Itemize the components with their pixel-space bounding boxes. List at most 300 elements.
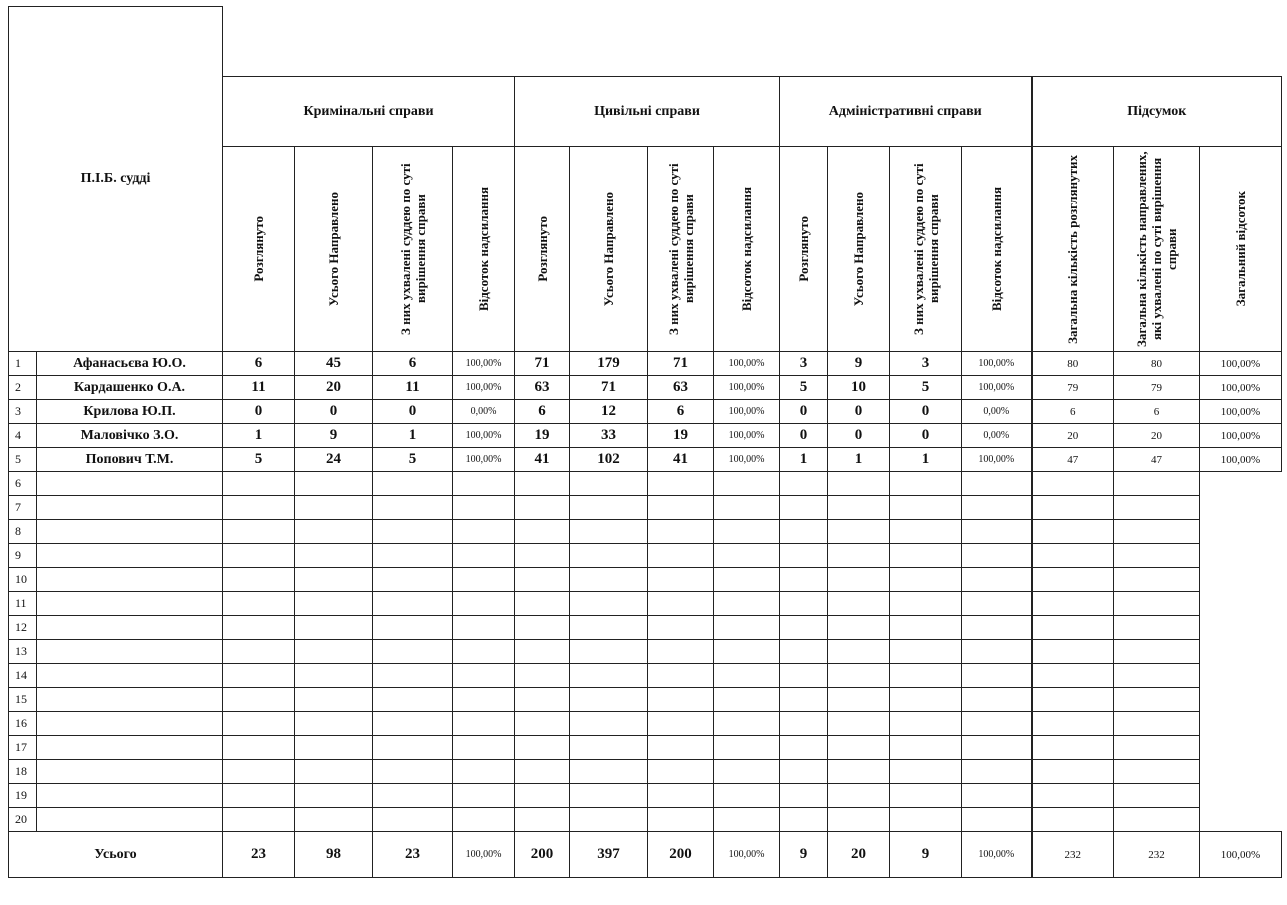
total-v-value: 397 xyxy=(570,832,648,878)
summary-value: 100,00% xyxy=(1200,352,1282,376)
a-value: 0,00% xyxy=(962,424,1032,448)
row-number: 2 xyxy=(9,376,37,400)
empty-cell xyxy=(1114,616,1200,640)
v-value: 100,00% xyxy=(714,376,780,400)
empty-cell xyxy=(962,808,1032,832)
summary-sub-header-1: Загальна кількість розглянутих xyxy=(1032,147,1114,352)
empty-cell xyxy=(37,784,223,808)
c-value: 0 xyxy=(295,400,373,424)
empty-cell xyxy=(295,784,373,808)
table-row xyxy=(9,376,1282,400)
empty-cell xyxy=(648,736,714,760)
empty-cell xyxy=(828,760,890,784)
empty-cell xyxy=(828,712,890,736)
empty-cell xyxy=(295,688,373,712)
row-number: 4 xyxy=(9,424,37,448)
table-row xyxy=(9,592,1282,616)
summary-value: 100,00% xyxy=(1200,400,1282,424)
empty-cell xyxy=(714,784,780,808)
empty-cell xyxy=(828,592,890,616)
empty-cell xyxy=(962,616,1032,640)
empty-cell xyxy=(1032,736,1114,760)
table-row xyxy=(9,520,1282,544)
empty-cell xyxy=(373,760,453,784)
a-value: 100,00% xyxy=(962,376,1032,400)
empty-cell xyxy=(515,736,570,760)
empty-cell xyxy=(223,496,295,520)
empty-cell xyxy=(570,472,648,496)
empty-cell xyxy=(1032,568,1114,592)
empty-cell xyxy=(515,616,570,640)
empty-cell xyxy=(570,712,648,736)
civil-sub-header-4: Відсоток надсилання xyxy=(714,147,780,352)
a-value: 1 xyxy=(780,448,828,472)
table-row xyxy=(9,640,1282,664)
judges-report-sheet xyxy=(8,6,1282,878)
empty-cell xyxy=(295,520,373,544)
row-number: 14 xyxy=(9,664,37,688)
a-value: 0 xyxy=(890,424,962,448)
empty-cell xyxy=(223,688,295,712)
empty-cell xyxy=(1114,664,1200,688)
v-value: 71 xyxy=(515,352,570,376)
empty-cell xyxy=(515,688,570,712)
group-civil: Цивільні справи xyxy=(515,77,780,147)
empty-cell xyxy=(890,616,962,640)
row-number: 20 xyxy=(9,808,37,832)
v-value: 19 xyxy=(515,424,570,448)
empty-cell xyxy=(962,688,1032,712)
empty-cell xyxy=(648,664,714,688)
empty-cell xyxy=(1114,784,1200,808)
empty-cell xyxy=(37,592,223,616)
empty-cell xyxy=(780,616,828,640)
empty-cell xyxy=(962,568,1032,592)
empty-cell xyxy=(1032,688,1114,712)
empty-cell xyxy=(962,664,1032,688)
empty-cell xyxy=(962,640,1032,664)
empty-cell xyxy=(890,472,962,496)
total-c-value: 23 xyxy=(373,832,453,878)
total-label: Усього xyxy=(9,832,223,878)
empty-cell xyxy=(828,688,890,712)
empty-cell xyxy=(890,640,962,664)
empty-cell xyxy=(780,568,828,592)
row-number: 13 xyxy=(9,640,37,664)
table-row xyxy=(9,568,1282,592)
empty-cell xyxy=(515,568,570,592)
empty-cell xyxy=(570,520,648,544)
empty-cell xyxy=(780,760,828,784)
empty-cell xyxy=(295,544,373,568)
empty-cell xyxy=(780,664,828,688)
empty-cell xyxy=(373,640,453,664)
empty-cell xyxy=(828,496,890,520)
v-value: 19 xyxy=(648,424,714,448)
empty-cell xyxy=(648,496,714,520)
empty-cell xyxy=(515,640,570,664)
total-summary-value: 232 xyxy=(1114,832,1200,878)
row-number: 16 xyxy=(9,712,37,736)
empty-cell xyxy=(1114,640,1200,664)
empty-cell xyxy=(714,688,780,712)
c-value: 45 xyxy=(295,352,373,376)
empty-cell xyxy=(828,784,890,808)
total-c-value: 98 xyxy=(295,832,373,878)
row-number: 3 xyxy=(9,400,37,424)
a-value: 0 xyxy=(828,400,890,424)
v-value: 33 xyxy=(570,424,648,448)
criminal-sub-header-3: З них ухвалені суддею по суті вирішення справи xyxy=(373,147,453,352)
empty-cell xyxy=(962,520,1032,544)
empty-cell xyxy=(714,616,780,640)
empty-cell xyxy=(714,592,780,616)
empty-cell xyxy=(828,568,890,592)
row-number: 7 xyxy=(9,496,37,520)
empty-cell xyxy=(780,520,828,544)
empty-cell xyxy=(780,472,828,496)
empty-cell xyxy=(828,664,890,688)
empty-cell xyxy=(890,712,962,736)
empty-cell xyxy=(37,664,223,688)
empty-cell xyxy=(890,808,962,832)
empty-cell xyxy=(780,496,828,520)
empty-cell xyxy=(962,472,1032,496)
empty-cell xyxy=(37,568,223,592)
empty-cell xyxy=(373,616,453,640)
empty-cell xyxy=(1032,664,1114,688)
empty-cell xyxy=(373,712,453,736)
empty-cell xyxy=(223,568,295,592)
summary-value: 20 xyxy=(1032,424,1114,448)
empty-cell xyxy=(1032,640,1114,664)
row-number: 5 xyxy=(9,448,37,472)
c-value: 24 xyxy=(295,448,373,472)
empty-cell xyxy=(1032,520,1114,544)
empty-cell xyxy=(648,712,714,736)
summary-value: 100,00% xyxy=(1200,448,1282,472)
empty-cell xyxy=(295,568,373,592)
empty-cell xyxy=(780,544,828,568)
total-summary-value: 100,00% xyxy=(1200,832,1282,878)
table-row xyxy=(9,616,1282,640)
summary-value: 79 xyxy=(1032,376,1114,400)
empty-cell xyxy=(223,640,295,664)
empty-cell xyxy=(223,808,295,832)
summary-value: 100,00% xyxy=(1200,424,1282,448)
table-row xyxy=(9,736,1282,760)
a-value: 1 xyxy=(890,448,962,472)
row-number: 18 xyxy=(9,760,37,784)
empty-cell xyxy=(1114,688,1200,712)
empty-cell xyxy=(223,712,295,736)
empty-cell xyxy=(453,712,515,736)
empty-cell xyxy=(37,760,223,784)
c-value: 9 xyxy=(295,424,373,448)
empty-cell xyxy=(37,496,223,520)
c-value: 6 xyxy=(373,352,453,376)
row-number: 19 xyxy=(9,784,37,808)
summary-sub-header-3: Загальний відсоток xyxy=(1200,147,1282,352)
empty-cell xyxy=(828,616,890,640)
empty-cell xyxy=(780,592,828,616)
empty-cell xyxy=(37,640,223,664)
empty-cell xyxy=(714,664,780,688)
empty-cell xyxy=(890,736,962,760)
criminal-sub-header-4: Відсоток надсилання xyxy=(453,147,515,352)
a-value: 1 xyxy=(828,448,890,472)
name-header-cell xyxy=(9,7,223,352)
row-number: 9 xyxy=(9,544,37,568)
table-row xyxy=(9,688,1282,712)
c-value: 0 xyxy=(223,400,295,424)
empty-cell xyxy=(515,592,570,616)
empty-cell xyxy=(828,640,890,664)
empty-cell xyxy=(37,544,223,568)
judge-name: Попович Т.М. xyxy=(37,448,223,472)
empty-cell xyxy=(828,544,890,568)
summary-value: 79 xyxy=(1114,376,1200,400)
empty-cell xyxy=(223,592,295,616)
empty-cell xyxy=(1032,712,1114,736)
a-value: 0 xyxy=(780,424,828,448)
empty-cell xyxy=(780,808,828,832)
empty-cell xyxy=(515,544,570,568)
empty-cell xyxy=(570,688,648,712)
table-row xyxy=(9,664,1282,688)
summary-value: 6 xyxy=(1114,400,1200,424)
criminal-sub-header-2: Усього Направлено xyxy=(295,147,373,352)
empty-cell xyxy=(37,616,223,640)
empty-cell xyxy=(295,592,373,616)
empty-cell xyxy=(223,784,295,808)
empty-cell xyxy=(453,568,515,592)
empty-cell xyxy=(223,760,295,784)
empty-cell xyxy=(295,616,373,640)
judge-name: Крилова Ю.П. xyxy=(37,400,223,424)
empty-cell xyxy=(373,544,453,568)
criminal-sub-header-1: Розглянуто xyxy=(223,147,295,352)
v-value: 63 xyxy=(515,376,570,400)
empty-cell xyxy=(453,664,515,688)
empty-cell xyxy=(570,496,648,520)
empty-cell xyxy=(890,544,962,568)
empty-cell xyxy=(515,784,570,808)
empty-cell xyxy=(373,736,453,760)
c-value: 100,00% xyxy=(453,448,515,472)
empty-cell xyxy=(648,592,714,616)
admin-sub-header-4: Відсоток надсилання xyxy=(962,147,1032,352)
empty-cell xyxy=(453,736,515,760)
empty-cell xyxy=(962,784,1032,808)
total-row xyxy=(9,832,1282,878)
name-header: П.І.Б. судді xyxy=(80,171,151,186)
v-value: 100,00% xyxy=(714,400,780,424)
empty-cell xyxy=(570,592,648,616)
empty-cell xyxy=(515,760,570,784)
judges-report-table xyxy=(8,6,1282,878)
total-v-value: 200 xyxy=(515,832,570,878)
empty-cell xyxy=(453,784,515,808)
total-summary-value: 232 xyxy=(1032,832,1114,878)
v-value: 41 xyxy=(515,448,570,472)
empty-cell xyxy=(648,472,714,496)
summary-sub-header-2: Загальна кількість направлених, які ухвалені по суті вирішення справи xyxy=(1114,147,1200,352)
empty-cell xyxy=(890,664,962,688)
empty-cell xyxy=(37,688,223,712)
empty-cell xyxy=(890,496,962,520)
c-value: 11 xyxy=(223,376,295,400)
empty-cell xyxy=(37,472,223,496)
judge-name: Афанасьєва Ю.О. xyxy=(37,352,223,376)
c-value: 5 xyxy=(223,448,295,472)
empty-cell xyxy=(223,664,295,688)
empty-cell xyxy=(714,544,780,568)
c-value: 1 xyxy=(373,424,453,448)
empty-cell xyxy=(648,640,714,664)
empty-cell xyxy=(37,520,223,544)
empty-cell xyxy=(295,664,373,688)
summary-value: 100,00% xyxy=(1200,376,1282,400)
row-number: 8 xyxy=(9,520,37,544)
empty-cell xyxy=(223,472,295,496)
empty-cell xyxy=(373,472,453,496)
a-value: 3 xyxy=(780,352,828,376)
empty-cell xyxy=(373,496,453,520)
empty-cell xyxy=(1114,760,1200,784)
empty-cell xyxy=(1114,496,1200,520)
empty-cell xyxy=(453,544,515,568)
empty-cell xyxy=(453,688,515,712)
a-value: 5 xyxy=(890,376,962,400)
total-a-value: 9 xyxy=(780,832,828,878)
empty-cell xyxy=(373,568,453,592)
a-value: 0,00% xyxy=(962,400,1032,424)
empty-cell xyxy=(1032,760,1114,784)
v-value: 100,00% xyxy=(714,448,780,472)
total-a-value: 9 xyxy=(890,832,962,878)
empty-cell xyxy=(648,760,714,784)
row-number: 10 xyxy=(9,568,37,592)
a-value: 10 xyxy=(828,376,890,400)
empty-cell xyxy=(37,712,223,736)
empty-cell xyxy=(714,520,780,544)
table-row xyxy=(9,544,1282,568)
empty-cell xyxy=(515,664,570,688)
a-value: 0 xyxy=(828,424,890,448)
v-value: 6 xyxy=(515,400,570,424)
v-value: 179 xyxy=(570,352,648,376)
total-c-value: 100,00% xyxy=(453,832,515,878)
empty-cell xyxy=(648,784,714,808)
group-criminal: Кримінальні справи xyxy=(223,77,515,147)
judge-name: Кардашенко О.А. xyxy=(37,376,223,400)
empty-cell xyxy=(1114,808,1200,832)
a-value: 0 xyxy=(780,400,828,424)
a-value: 9 xyxy=(828,352,890,376)
table-row xyxy=(9,712,1282,736)
empty-cell xyxy=(1114,544,1200,568)
empty-cell xyxy=(648,568,714,592)
civil-sub-header-2: Усього Направлено xyxy=(570,147,648,352)
group-administrative: Адміністративні справи xyxy=(780,77,1032,147)
empty-cell xyxy=(828,472,890,496)
empty-cell xyxy=(962,544,1032,568)
total-v-value: 200 xyxy=(648,832,714,878)
empty-cell xyxy=(570,808,648,832)
empty-cell xyxy=(570,616,648,640)
empty-cell xyxy=(1114,520,1200,544)
empty-cell xyxy=(295,712,373,736)
empty-cell xyxy=(962,496,1032,520)
empty-cell xyxy=(714,712,780,736)
group-summary: Підсумок xyxy=(1032,77,1282,147)
empty-cell xyxy=(1114,568,1200,592)
a-value: 0 xyxy=(890,400,962,424)
empty-cell xyxy=(1032,472,1114,496)
empty-cell xyxy=(648,544,714,568)
empty-cell xyxy=(570,736,648,760)
civil-sub-header-3: З них ухвалені суддею по суті вирішення справи xyxy=(648,147,714,352)
row-number: 6 xyxy=(9,472,37,496)
empty-cell xyxy=(570,784,648,808)
empty-cell xyxy=(780,640,828,664)
empty-cell xyxy=(373,784,453,808)
empty-cell xyxy=(780,736,828,760)
empty-cell xyxy=(780,688,828,712)
empty-cell xyxy=(37,736,223,760)
empty-cell xyxy=(962,712,1032,736)
empty-cell xyxy=(714,568,780,592)
a-value: 100,00% xyxy=(962,448,1032,472)
c-value: 0 xyxy=(373,400,453,424)
v-value: 71 xyxy=(648,352,714,376)
admin-sub-header-2: Усього Направлено xyxy=(828,147,890,352)
empty-cell xyxy=(890,520,962,544)
blank-top-band xyxy=(223,7,1282,77)
empty-cell xyxy=(373,688,453,712)
table-row xyxy=(9,424,1282,448)
empty-cell xyxy=(780,784,828,808)
empty-cell xyxy=(1114,736,1200,760)
summary-value: 80 xyxy=(1114,352,1200,376)
v-value: 41 xyxy=(648,448,714,472)
empty-cell xyxy=(453,616,515,640)
empty-cell xyxy=(373,592,453,616)
table-row xyxy=(9,784,1282,808)
c-value: 1 xyxy=(223,424,295,448)
c-value: 11 xyxy=(373,376,453,400)
v-value: 100,00% xyxy=(714,424,780,448)
empty-cell xyxy=(1032,616,1114,640)
empty-cell xyxy=(1032,808,1114,832)
empty-cell xyxy=(780,712,828,736)
row-number: 15 xyxy=(9,688,37,712)
empty-cell xyxy=(890,688,962,712)
empty-cell xyxy=(890,592,962,616)
total-c-value: 23 xyxy=(223,832,295,878)
empty-cell xyxy=(890,760,962,784)
empty-cell xyxy=(453,496,515,520)
empty-cell xyxy=(714,640,780,664)
empty-cell xyxy=(373,520,453,544)
summary-value: 20 xyxy=(1114,424,1200,448)
empty-cell xyxy=(37,808,223,832)
empty-cell xyxy=(515,472,570,496)
empty-cell xyxy=(714,496,780,520)
empty-cell xyxy=(453,808,515,832)
row-number: 11 xyxy=(9,592,37,616)
